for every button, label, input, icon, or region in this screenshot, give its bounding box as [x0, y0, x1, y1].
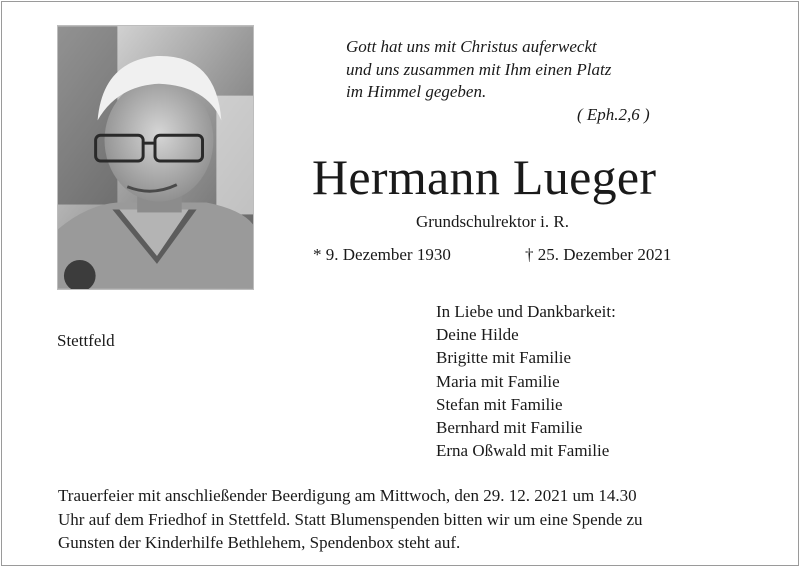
bible-verse — [346, 36, 706, 104]
obituary-card — [1, 1, 799, 566]
mourner-line: Maria mit Familie — [436, 371, 560, 391]
deceased-name: Hermann Lueger — [312, 149, 657, 205]
verse-reference: ( Eph.2,6 ) — [577, 105, 650, 124]
mourner-line: Brigitte mit Familie — [436, 348, 572, 368]
mourner-line: Erna Oßwald mit Familie — [436, 441, 610, 461]
death-date: † 25. Dezember 2021 — [525, 245, 672, 264]
mourner-line: Deine Hilde — [436, 325, 519, 345]
mourners-list — [436, 300, 616, 462]
funeral-notice — [58, 484, 748, 555]
notice-line: Gunsten der Kinderhilfe Bethlehem, Spendenbox steht auf. — [58, 533, 461, 552]
portrait-photo — [57, 25, 254, 290]
deceased-title: Grundschulrektor i. R. — [416, 212, 569, 231]
verse-line: und uns zusammen mit Ihm einen Platz — [346, 59, 612, 79]
notice-line: Trauerfeier mit anschließender Beerdigung am Mittwoch, den 29. 12. 2021 um 14.30 — [58, 486, 637, 505]
notice-line: Uhr auf dem Friedhof in Stettfeld. Statt Blumenspenden bitten wir um eine Spende zu — [58, 509, 643, 529]
mourner-line: Stefan mit Familie — [436, 394, 563, 414]
mourner-line: In Liebe und Dankbarkeit: — [436, 302, 616, 321]
place-name: Stettfeld — [57, 331, 115, 350]
verse-line: im Himmel gegeben. — [346, 82, 487, 101]
birth-date: * 9. Dezember 1930 — [313, 245, 451, 264]
verse-line: Gott hat uns mit Christus auferweckt — [346, 37, 597, 56]
mourner-line: Bernhard mit Familie — [436, 418, 583, 438]
